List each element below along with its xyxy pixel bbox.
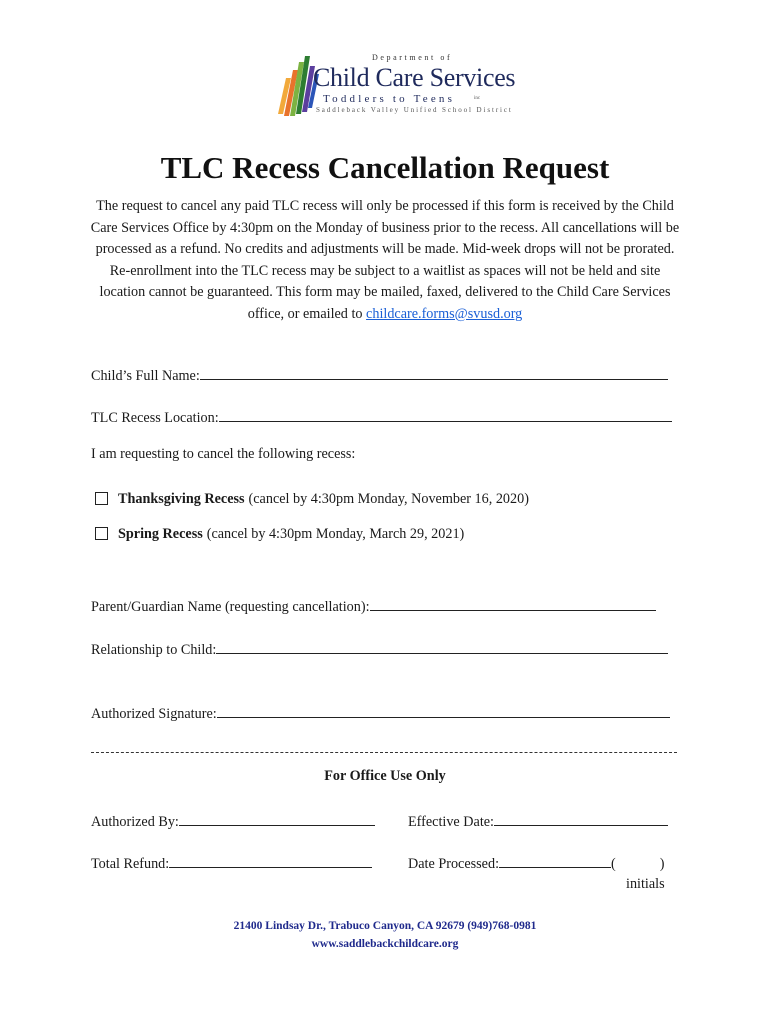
effective-date-blank[interactable]: [494, 813, 668, 826]
relationship-blank[interactable]: [216, 641, 668, 654]
thanksgiving-checkbox[interactable]: [95, 492, 108, 505]
location-field: [91, 409, 672, 427]
email-link[interactable]: childcare.forms@svusd.org: [366, 305, 523, 322]
logo-district-text: Saddleback Valley Unified School District: [316, 106, 513, 114]
parent-name-label: Parent/Guardian Name (requesting cancellation):: [91, 599, 370, 615]
location-label: TLC Recess Location:: [91, 410, 219, 426]
total-refund-blank[interactable]: [169, 855, 372, 868]
location-blank[interactable]: [219, 409, 672, 422]
total-refund-label: Total Refund:: [91, 856, 170, 872]
date-processed-blank[interactable]: [499, 855, 611, 868]
child-name-blank[interactable]: [200, 367, 668, 380]
relationship-field: [91, 641, 668, 659]
date-processed-label: Date Processed:: [408, 856, 500, 872]
authorized-by-label: Authorized By:: [91, 814, 179, 830]
spring-checkbox[interactable]: [95, 527, 108, 540]
initials-paren-open: (: [611, 856, 616, 872]
recess-option-thanksgiving[interactable]: [95, 491, 529, 508]
logo-name-text: Child Care Services: [313, 63, 516, 92]
thanksgiving-detail: (cancel by 4:30pm Monday, November 16, 2020): [248, 491, 529, 507]
date-processed-field: [408, 855, 664, 873]
total-refund-field: [91, 855, 372, 873]
footer-address: 21400 Lindsay Dr., Trabuco Canyon, CA 92679 (949)768-0981: [233, 920, 537, 932]
thanksgiving-label: Thanksgiving Recess: [118, 491, 245, 507]
child-name-label: Child’s Full Name:: [91, 368, 200, 384]
intro-text: The request to cancel any paid TLC recess will only be processed if this form is received by the Child Care Services Office by 4:30pm on the Monday of business prior to the recess. All cancellations will be processed as a refund. No credits and adjustments will be made. Mid-week drops will not be prorated. Re-enrollment into the TLC recess may be subject to a waitlist as spaces will not be held and site location cannot be guaranteed. This form may be mailed, faxed, delivered to the Child Care Services office, or emailed to: [90, 198, 680, 322]
signature-label: Authorized Signature:: [91, 706, 217, 722]
signature-field: [91, 705, 670, 723]
recess-option-spring[interactable]: [95, 526, 464, 543]
logo-inc-text: inc: [474, 96, 481, 101]
office-use-heading: For Office Use Only: [324, 768, 446, 784]
authorized-by-blank[interactable]: [179, 813, 375, 826]
effective-date-field: [408, 813, 668, 831]
authorized-by-field: [91, 813, 375, 831]
child-name-field: [91, 367, 668, 385]
initials-paren-close: ): [659, 856, 665, 872]
page-title: TLC Recess Cancellation Request: [160, 150, 610, 185]
parent-name-field: [91, 598, 656, 616]
effective-date-label: Effective Date:: [408, 814, 494, 830]
department-logo: [276, 52, 516, 122]
parent-name-blank[interactable]: [370, 598, 656, 611]
logo-department-text: Department of: [372, 53, 453, 62]
spring-detail: (cancel by 4:30pm Monday, March 29, 2021): [206, 526, 465, 542]
footer-website: www.saddlebackchildcare.org: [311, 938, 459, 950]
office-divider: [91, 752, 677, 753]
logo-tagline-text: Toddlers to Teens: [323, 93, 456, 105]
initials-label: initials: [626, 876, 665, 892]
intro-paragraph: [88, 196, 682, 325]
relationship-label: Relationship to Child:: [91, 642, 217, 658]
spring-label: Spring Recess: [118, 526, 203, 542]
requesting-text: I am requesting to cancel the following recess:: [91, 446, 356, 462]
signature-blank[interactable]: [217, 705, 670, 718]
